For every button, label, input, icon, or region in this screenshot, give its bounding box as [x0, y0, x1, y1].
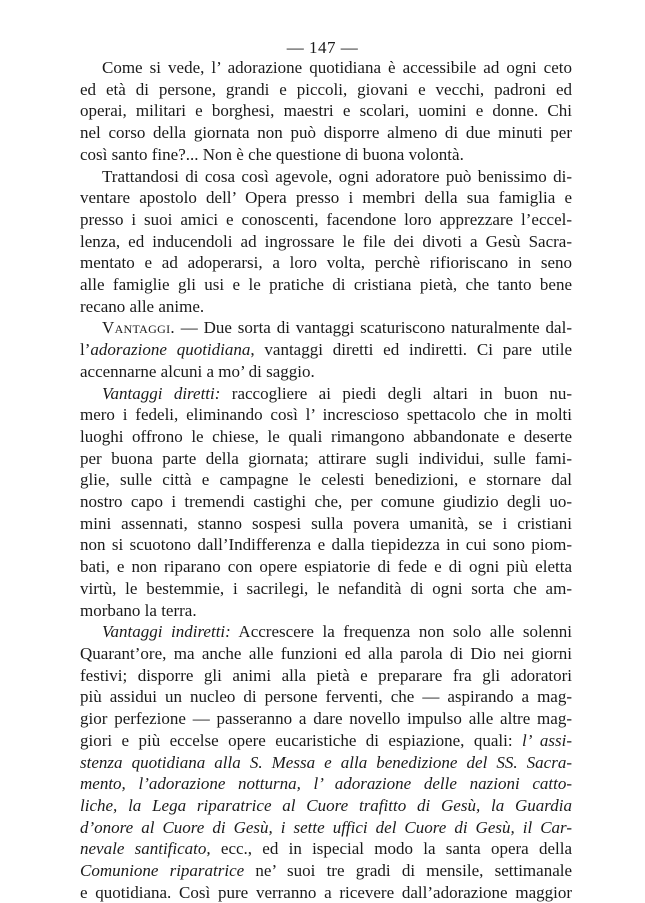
text-line: Come si vede, l’ adorazione quotidiana è accessibile ad ogni ceto [102, 58, 572, 77]
text-fragment: , vantaggi diretti ed indiretti. Ci pare utile [250, 340, 572, 360]
paragraph-vantaggi [80, 317, 572, 382]
italic-fragment: stenza quotidiana alla S. Messa e alla benedizione del SS. Sacra- [80, 752, 572, 772]
italic-fragment: liche, la Lega riparatrice al Cuore trafitto di Gesù, la Guardia [80, 795, 572, 815]
text-line: festivi; disporre gli animi alla pietà e preparare fra gli adoratori [80, 665, 572, 685]
paragraph-vantaggi-indiretti [80, 621, 572, 903]
text-line: così santo fine?... Non è che questione di buona volontà. [80, 144, 464, 164]
paragraph [80, 57, 572, 166]
text-line: nel corso della giornata non può disporre almeno di due minuti per [80, 123, 572, 143]
text-line [80, 383, 572, 405]
text-line: operai, militari e borghesi, maestri e scolari, uomini e donne. Chi [80, 101, 572, 121]
text-fragment: ecc., ed in ispecial modo la santa opera della [210, 839, 572, 859]
section-heading: Vantaggi. [102, 318, 175, 338]
text-line: nostro capo i tremendi castighi che, per comune giudizio degli uo- [80, 492, 572, 512]
text-line: per buona parte della giornata; attirare sugli individui, sulle fami- [80, 448, 572, 468]
text-line [80, 838, 572, 860]
text-line: e quotidiana. Così pure verranno a ricevere dall’adorazione maggior [80, 882, 572, 902]
text-line: glie, sulle città e campagne le celesti benedizioni, e stornare dal [80, 470, 572, 490]
italic-fragment: mento, l’adorazione notturna, l’ adorazione delle nazioni catto- [80, 774, 572, 794]
italic-fragment: Comunione riparatrice [80, 861, 245, 881]
text-line: non si scuotono dall’Indifferenza e dalla tiepidezza in cui sono piom- [80, 535, 572, 555]
text-line [80, 317, 572, 339]
text-line: alle famiglie gli usi e le pratiche di cristiana pietà, che tanto bene [80, 275, 572, 295]
italic-fragment: nevale santificato, [80, 839, 211, 859]
italic-fragment: l’ assi- [521, 730, 572, 750]
page-body [80, 57, 572, 903]
text-line: luoghi offrono le chiese, le quali rimangono abbandonate e deserte [80, 426, 572, 446]
text-line: lenza, ed inducendoli ad ingrossare le file dei divoti a Gesù Sacra- [80, 231, 572, 251]
page-number: — 147 — [286, 38, 359, 57]
text-fragment: l’ [80, 340, 91, 360]
text-line [80, 730, 572, 752]
text-line [80, 795, 572, 817]
text-fragment: raccogliere ai piedi degli altari in buon nu- [220, 383, 573, 403]
text-line: più assidui un nucleo di persone ferventi, che — aspirando a mag- [80, 687, 572, 707]
text-line [80, 339, 572, 361]
text-line: gior perfezione — passeranno a dare novello impulso alle altre mag- [80, 709, 572, 729]
text-line: recano alle anime. [80, 296, 205, 316]
text-line: mentato e ad adoperarsi, a loro volta, perchè rifioriscano in seno [80, 253, 572, 273]
paragraph-vantaggi-diretti [80, 383, 572, 622]
text-line: bati, e non riparano con opere espiatorie di fede e di ogni più eletta [80, 557, 572, 577]
text-line [80, 817, 572, 839]
text-line [80, 860, 572, 882]
text-fragment: — Due sorta di vantaggi scaturiscono naturalmente dal- [174, 318, 572, 338]
text-line: presso i suoi amici e conoscenti, facendone loro apprezzare l’eccel- [80, 209, 572, 229]
text-line: ed età di persone, grandi e piccoli, giovani e vecchi, padroni ed [80, 79, 572, 99]
section-heading: Vantaggi diretti: [102, 383, 221, 403]
text-line: virtù, le bestemmie, i sacrilegi, le nefandità di ogni sorta che am- [80, 578, 572, 598]
section-heading: Vantaggi indiretti: [102, 622, 231, 642]
paragraph [80, 166, 572, 318]
text-line: mero i fedeli, eliminando così l’ increscioso spettacolo che in molti [80, 405, 572, 425]
text-line: mini assennati, stanno sospesi sulla povera umanità, se i cristiani [80, 513, 572, 533]
text-fragment: giori e più eccelse opere eucaristiche di espiazione, quali: [80, 730, 522, 750]
text-line [80, 773, 572, 795]
text-line: accennarne alcuni a mo’ di saggio. [80, 361, 315, 381]
text-line: ventare apostolo dell’ Opera presso i membri della sua famiglia e [80, 188, 572, 208]
text-line: Quarant’ore, ma anche alle funzioni ed alla parola di Dio nei giorni [80, 643, 572, 663]
text-line [80, 752, 572, 774]
text-line: morbano la terra. [80, 600, 197, 620]
text-line: Trattandosi di cosa così agevole, ogni adoratore può benissimo di- [102, 166, 572, 186]
text-fragment: ne’ suoi tre gradi di mensile, settimanale [244, 861, 573, 881]
text-line [80, 621, 572, 643]
italic-fragment: d’onore al Cuore di Gesù, i sette uffici del Cuore di Gesù, il Car- [80, 817, 572, 837]
italic-fragment: adorazione quotidiana [90, 340, 251, 360]
text-fragment: Accrescere la frequenza non solo alle solenni [230, 622, 572, 642]
